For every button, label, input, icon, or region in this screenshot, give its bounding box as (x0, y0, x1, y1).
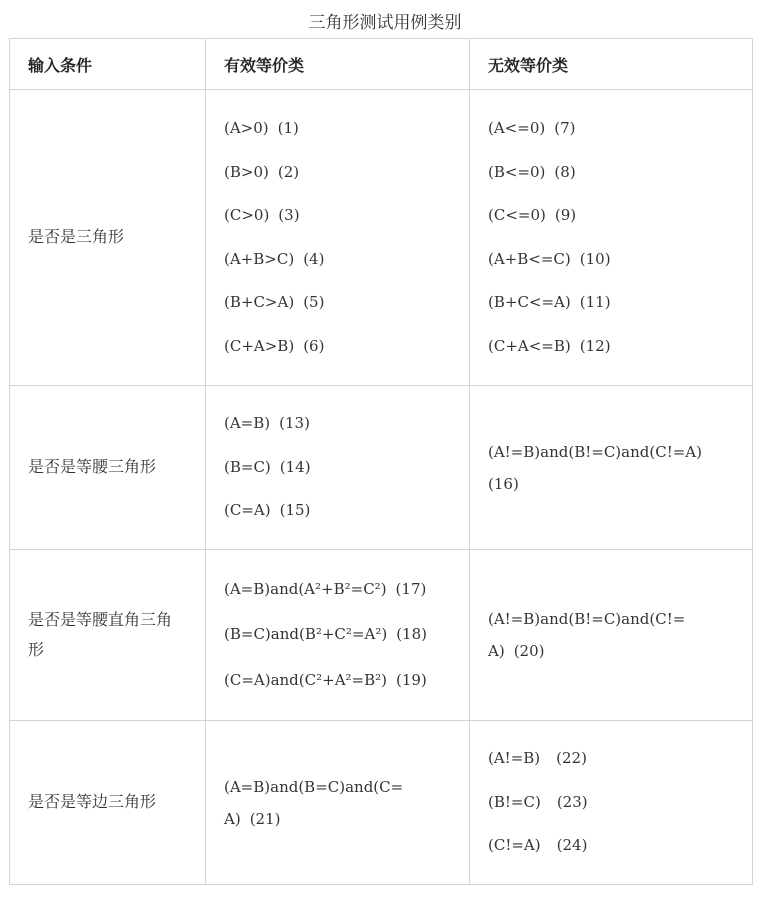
header-row (10, 39, 753, 90)
valid-item: (A=B)and(A²+B²=C²) (17) (224, 579, 427, 598)
valid-item: (A>0) (1) (224, 119, 299, 137)
invalid-cell (470, 90, 753, 386)
invalid-cell (470, 721, 753, 885)
header-valid-class: 有效等价类 (206, 39, 470, 90)
table-row (10, 386, 753, 550)
valid-item: (C+A>B) (6) (224, 336, 325, 355)
table-row (10, 90, 753, 386)
valid-item: (B+C>A) (5) (224, 293, 325, 311)
invalid-item: (B+C<=A) (11) (488, 293, 611, 311)
valid-item: (B=C) (14) (224, 457, 311, 476)
valid-cell (206, 721, 470, 885)
valid-item: (C=A)and(C²+A²=B²) (19) (224, 670, 427, 689)
valid-item: (C=A) (15) (224, 501, 311, 520)
condition-cell: 是否是等腰直角三角形 (10, 550, 206, 721)
equivalence-class-table (9, 38, 753, 885)
table-row (10, 721, 753, 885)
valid-cell (206, 386, 470, 550)
invalid-cell (470, 386, 753, 550)
condition-cell: 是否是三角形 (10, 90, 206, 386)
invalid-item: (C+A<=B) (12) (488, 336, 611, 355)
valid-item: (B>0) (2) (224, 162, 300, 181)
valid-item: (A+B>C) (4) (224, 249, 325, 268)
header-invalid-class: 无效等价类 (470, 39, 753, 90)
table-row (10, 550, 753, 721)
valid-item: (A=B)and(B=C)and(C=A) (21) (224, 777, 404, 828)
invalid-item: (A+B<=C) (10) (488, 249, 611, 268)
invalid-item: (C<=0) (9) (488, 206, 577, 224)
invalid-item: (A!=B)and(B!=C)and(C!=A) (16) (488, 442, 702, 493)
header-input-condition: 输入条件 (10, 39, 206, 90)
invalid-item: (B!=C) (23) (488, 792, 588, 811)
valid-item: (C>0) (3) (224, 206, 300, 224)
invalid-item: (A!=B)and(B!=C)and(C!=A) (20) (488, 610, 686, 660)
valid-item: (B=C)and(B²+C²=A²) (18) (224, 625, 427, 644)
invalid-item: (A!=B) (22) (488, 749, 587, 768)
table-caption: 三角形测试用例类别 (308, 13, 462, 33)
invalid-item: (C!=A) (24) (488, 836, 588, 855)
condition-cell: 是否是等腰三角形 (10, 386, 206, 550)
invalid-item: (B<=0) (8) (488, 162, 576, 181)
valid-item: (A=B) (13) (224, 414, 310, 433)
invalid-cell (470, 550, 753, 721)
condition-cell: 是否是等边三角形 (10, 721, 206, 885)
invalid-item: (A<=0) (7) (488, 119, 576, 137)
valid-cell (206, 90, 470, 386)
valid-cell (206, 550, 470, 721)
